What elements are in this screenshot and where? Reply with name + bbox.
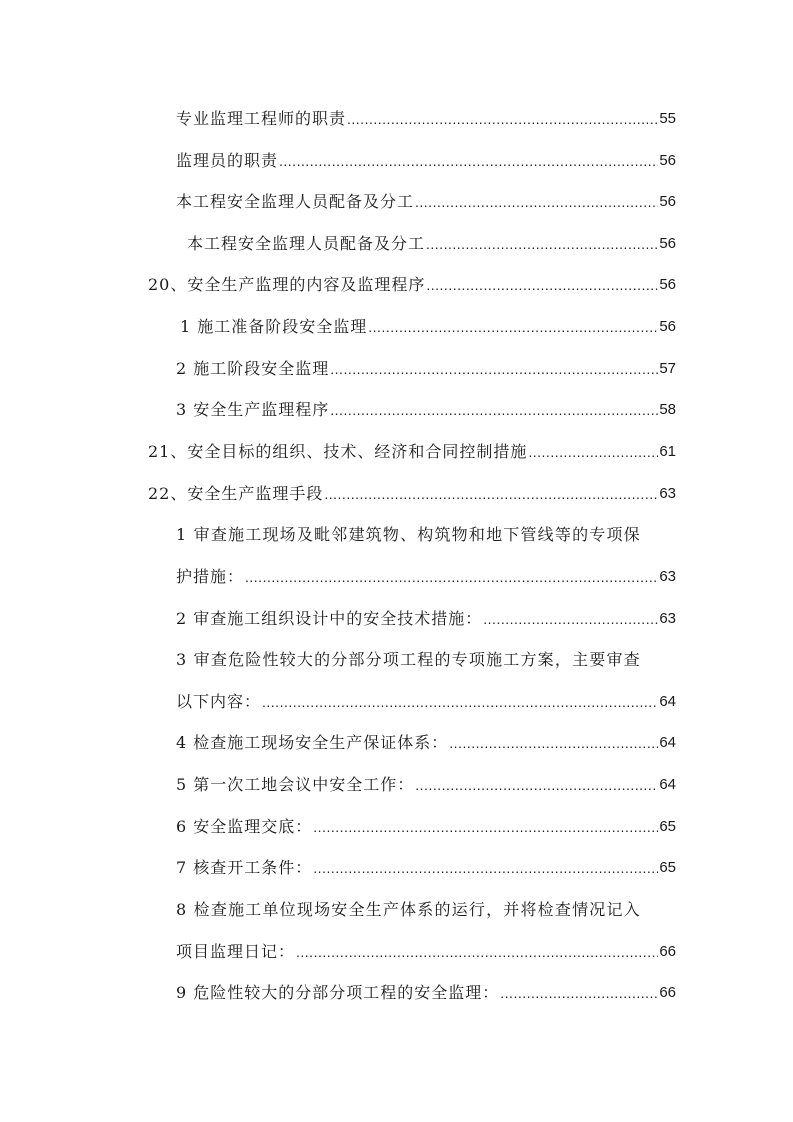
- toc-entry-title: 2 审查施工组织设计中的安全技术措施：: [176, 609, 483, 628]
- toc-page-number: 56: [659, 235, 676, 252]
- toc-page-number: 64: [659, 693, 676, 710]
- toc-entry-title: 9 危险性较大的分部分项工程的安全监理：: [176, 983, 500, 1002]
- dot-leader: [528, 442, 658, 462]
- toc-entry[interactable]: [176, 521, 676, 545]
- dot-leader: [500, 983, 658, 1003]
- toc-entry[interactable]: [148, 271, 676, 295]
- toc-entry[interactable]: [176, 396, 676, 420]
- dot-leader: [415, 775, 658, 795]
- toc-entry[interactable]: [176, 355, 676, 379]
- toc-entry[interactable]: [180, 313, 676, 337]
- toc-page-number: 56: [659, 276, 676, 293]
- toc-page-number: 58: [659, 401, 676, 418]
- toc-page-number: 56: [659, 152, 676, 169]
- toc-entry[interactable]: [176, 938, 676, 962]
- dot-leader: [262, 692, 658, 712]
- dot-leader: [330, 400, 658, 420]
- toc-entry-title: 1 施工准备阶段安全监理: [180, 317, 368, 336]
- toc-entry[interactable]: [148, 438, 676, 462]
- toc-entry[interactable]: [176, 729, 676, 753]
- dot-leader: [347, 109, 658, 129]
- toc-page-number: 63: [659, 568, 676, 585]
- toc-page-number: 63: [659, 610, 676, 627]
- toc-entry-title: 监理员的职责: [176, 151, 279, 170]
- toc-entry-title: 本工程安全监理人员配备及分工: [187, 234, 426, 253]
- dot-leader: [368, 317, 658, 337]
- toc-entry-title: 3 安全生产监理程序: [176, 400, 330, 419]
- dot-leader: [483, 609, 658, 629]
- toc-entry[interactable]: [148, 480, 676, 504]
- toc-entry-title: 项目监理日记：: [176, 942, 296, 961]
- toc-entry[interactable]: [176, 854, 676, 878]
- toc-entry-title: 本工程安全监理人员配备及分工: [176, 192, 415, 211]
- dot-leader: [279, 151, 658, 171]
- toc-entry-title: 以下内容：: [176, 692, 262, 711]
- toc-entry[interactable]: [187, 230, 676, 254]
- toc-page-number: 66: [659, 943, 676, 960]
- toc-entry-title: 21、安全目标的组织、技术、经济和合同控制措施: [148, 442, 528, 461]
- toc-entry[interactable]: [176, 605, 676, 629]
- toc-page-number: 64: [659, 776, 676, 793]
- toc-page-number: 57: [659, 360, 676, 377]
- toc-page-number: 65: [659, 818, 676, 835]
- dot-leader: [313, 858, 658, 878]
- dot-leader: [313, 817, 658, 837]
- toc-page-number: 61: [659, 443, 676, 460]
- toc-entry-title: 8 检查施工单位现场安全生产体系的运行，并将检查情况记入: [176, 900, 641, 919]
- toc-entry-title: 专业监理工程师的职责: [176, 109, 347, 128]
- dot-leader: [426, 234, 658, 254]
- dot-leader: [324, 484, 658, 504]
- toc-entry-title: 5 第一次工地会议中安全工作：: [176, 775, 415, 794]
- toc-entry-title: 2 施工阶段安全监理: [176, 359, 330, 378]
- toc-entry[interactable]: [176, 646, 676, 670]
- toc-entry-title: 4 检查施工现场安全生产保证体系：: [176, 733, 449, 752]
- toc-entry[interactable]: [176, 688, 676, 712]
- dot-leader: [426, 275, 658, 295]
- dot-leader: [449, 733, 658, 753]
- toc-entry-title: 7 核查开工条件：: [176, 858, 313, 877]
- toc-page-number: 56: [659, 193, 676, 210]
- toc-page-number: 55: [659, 110, 676, 127]
- toc-entry[interactable]: [176, 896, 676, 920]
- toc-entry-title: 3 审查危险性较大的分部分项工程的专项施工方案，主要审查: [176, 650, 641, 669]
- toc-entry[interactable]: [176, 771, 676, 795]
- dot-leader: [245, 567, 658, 587]
- toc-entry-title: 20、安全生产监理的内容及监理程序: [148, 275, 426, 294]
- toc-page-number: 66: [659, 984, 676, 1001]
- toc-entry[interactable]: [176, 563, 676, 587]
- toc-entry-title: 6 安全监理交底：: [176, 817, 313, 836]
- toc-entry[interactable]: [176, 147, 676, 171]
- toc-page-number: 65: [659, 859, 676, 876]
- toc-page-number: 56: [659, 318, 676, 335]
- toc-entry[interactable]: [176, 813, 676, 837]
- toc-entry[interactable]: [176, 188, 676, 212]
- dot-leader: [330, 359, 658, 379]
- dot-leader: [296, 942, 658, 962]
- toc-page-number: 64: [659, 734, 676, 751]
- toc-entry[interactable]: [176, 105, 676, 129]
- toc-page-number: 63: [659, 485, 676, 502]
- toc-entry-title: 护措施：: [176, 567, 245, 586]
- dot-leader: [415, 192, 658, 212]
- toc-entry-title: 1 审查施工现场及毗邻建筑物、构筑物和地下管线等的专项保: [176, 525, 641, 544]
- toc-entry-title: 22、安全生产监理手段: [148, 484, 324, 503]
- toc-entry[interactable]: [176, 979, 676, 1003]
